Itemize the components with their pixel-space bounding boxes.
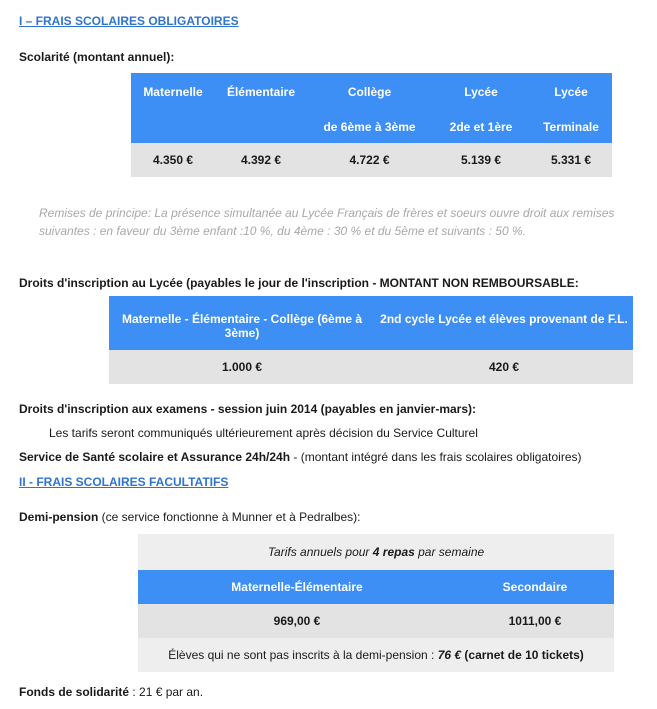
demi-pension-line: [19, 510, 360, 524]
droits-value-1: 1.000 €: [109, 350, 375, 384]
demi-header-secondaire: Secondaire: [456, 570, 614, 604]
remises-note: Remises de principe: La présence simultanée au Lycée Français de frères et soeurs ouvre droit aux remises suivantes : en faveur du 3ème enfant :10 %, du 4ème : 30 % et du 5ème et suivants : 50 %.: [39, 206, 615, 238]
header-maternelle: Maternelle: [131, 73, 215, 143]
demi-value-maternelle: 969,00 €: [138, 604, 456, 638]
droits-inscription-label: Droits d'inscription au Lycée (payables le jour de l'inscription - MONTANT NON REMBOURSABLE:: [19, 276, 579, 290]
scolarite-label: Scolarité (montant annuel):: [19, 50, 175, 64]
demi-pension-caption: Tarifs annuels pour 4 repas par semaine: [138, 534, 614, 570]
fonds-solidarite-line: [19, 685, 203, 699]
examens-text: Les tarifs seront communiqués ultérieurement après décision du Service Culturel: [49, 426, 478, 440]
demi-pension-label: Demi-pension: [19, 510, 99, 524]
fonds-solidarite-label: Fonds de solidarité: [19, 685, 130, 699]
scolarite-table: [131, 73, 612, 177]
value-maternelle: 4.350 €: [131, 143, 215, 177]
header-elementaire: Élémentaire: [215, 73, 307, 143]
value-lycee-terminale: 5.331 €: [530, 143, 612, 177]
section-2-title[interactable]: II - FRAIS SCOLAIRES FACULTATIFS: [19, 475, 229, 489]
demi-value-secondaire: 1011,00 €: [456, 604, 614, 638]
demi-pension-footer: Élèves qui ne sont pas inscrits à la demi-pension : 76 € (carnet de 10 tickets): [138, 638, 614, 672]
demi-header-maternelle: Maternelle-Élémentaire: [138, 570, 456, 604]
demi-pension-table: [138, 534, 614, 672]
sante-label: Service de Santé scolaire et Assurance 24h/24h: [19, 450, 291, 464]
sante-note: - (montant intégré dans les frais scolaires obligatoires): [290, 450, 582, 464]
header-college: Collège de 6ème à 3ème: [307, 73, 432, 143]
droits-header-lycee: 2nd cycle Lycée et élèves provenant de F.L.: [375, 296, 633, 350]
demi-pension-note: (ce service fonctionne à Munner et à Pedralbes):: [98, 510, 361, 524]
header-lycee-2de: Lycée 2de et 1ère: [432, 73, 530, 143]
fonds-solidarite-value: : 21 € par an.: [129, 685, 204, 699]
examens-label: Droits d'inscription aux examens - session juin 2014 (payables en janvier-mars):: [19, 402, 477, 416]
droits-value-2: 420 €: [375, 350, 633, 384]
section-1-title[interactable]: I – FRAIS SCOLAIRES OBLIGATOIRES: [19, 14, 239, 28]
sante-line: [19, 450, 582, 464]
droits-header-maternelle-college: Maternelle - Élémentaire - Collège (6ème à 3ème): [109, 296, 375, 350]
droits-table: [109, 296, 633, 384]
header-lycee-terminale: Lycée Terminale: [530, 73, 612, 143]
value-lycee-2de: 5.139 €: [432, 143, 530, 177]
value-college: 4.722 €: [307, 143, 432, 177]
value-elementaire: 4.392 €: [215, 143, 307, 177]
